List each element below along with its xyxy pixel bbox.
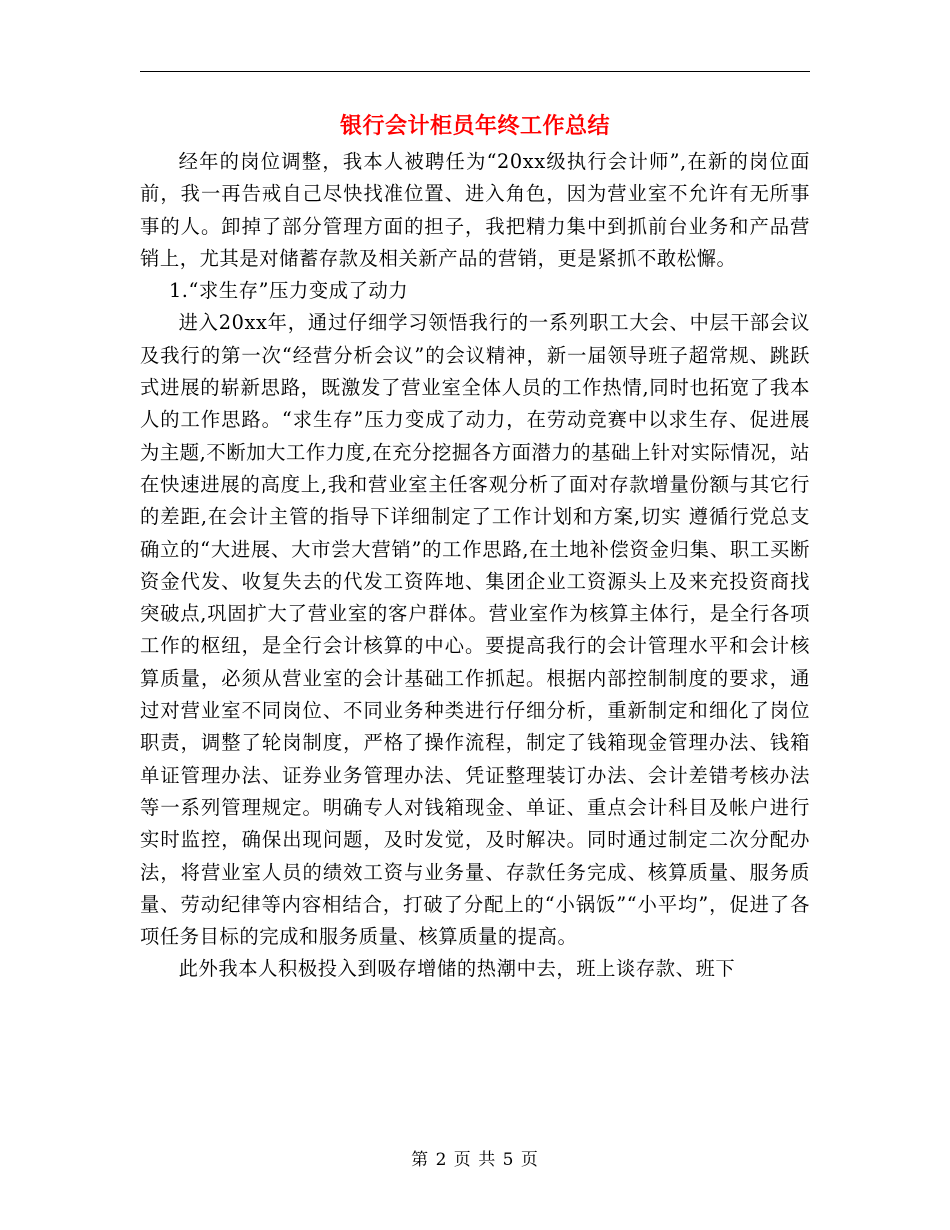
paragraph-intro: 经年的岗位调整，我本人被聘任为“20xx级执行会计师”,在新的岗位面前，我一再告戒自己尽快找准位置、进入角色，因为营业室不允许有无所事事的人。卸掉了部分管理方面的担子，我把精力集中到抓前台业务和产品营销上，尤其是对储蓄存款及相关新产品的营销，更是紧抓不敢松懈。 bbox=[140, 150, 810, 270]
document-body bbox=[140, 146, 810, 986]
document-title: 银行会计柜员年终工作总结 bbox=[339, 113, 610, 139]
page-number-footer: 第 2 页 共 5 页 bbox=[411, 1150, 539, 1170]
paragraph-main: 进入20xx年，通过仔细学习领悟我行的一系列职工大会、中层干部会议及我行的第一次“经营分析会议”的会议精神，新一届领导班子超常规、跳跃式进展的崭新思路，既激发了营业室全体人员的工作热情,同时也拓宽了我本人的工作思路。“求生存”压力变成了动力，在劳动竞赛中以求生存、促进展为主题,不断加大工作力度,在充分挖掘各方面潜力的基础上针对实际情况，站在快速进展的高度上,我和营业室主任客观分析了面对存款增量份额与其它行的差距,在会计主管的指导下详细制定了工作计划和方案,切实 遵循行党总支确立的“大进展、大市尝大营销”的工作思路,在土地补偿资金归集、职工买断资金代发、收复失去的代发工资阵地、集团企业工资源头上及来充投资商找突破点,巩固扩大了营业室的客户群体。营业室作为核算主体行，是全行各项工作的枢纽，是全行会计核算的中心。要提高我行的会计管理水平和会计核算质量，必须从营业室的会计基础工作抓起。根据内部控制制度的要求，通过对营业室不同岗位、不同业务种类进行仔细分析，重新制定和细化了岗位职责，调整了轮岗制度，严格了操作流程，制定了钱箱现金管理办法、钱箱单证管理办法、证券业务管理办法、凭证整理装订办法、会计差错考核办法等一系列管理规定。明确专人对钱箱现金、单证、重点会计科目及帐户进行实时监控，确保出现问题，及时发觉，及时解决。同时通过制定二次分配办法，将营业室人员的绩效工资与业务量、存款任务完成、核算质量、服务质量、劳动纪律等内容相结合，打破了分配上的“小锅饭”“小平均”，促进了各项任务目标的完成和服务质量、核算质量的提高。 bbox=[140, 311, 810, 949]
section-heading: 1.“求生存”压力变成了动力 bbox=[168, 279, 409, 303]
paragraph-continued: 此外我本人积极投入到吸存增储的热潮中去，班上谈存款、班下 bbox=[178, 957, 736, 981]
header-rule bbox=[140, 71, 810, 72]
